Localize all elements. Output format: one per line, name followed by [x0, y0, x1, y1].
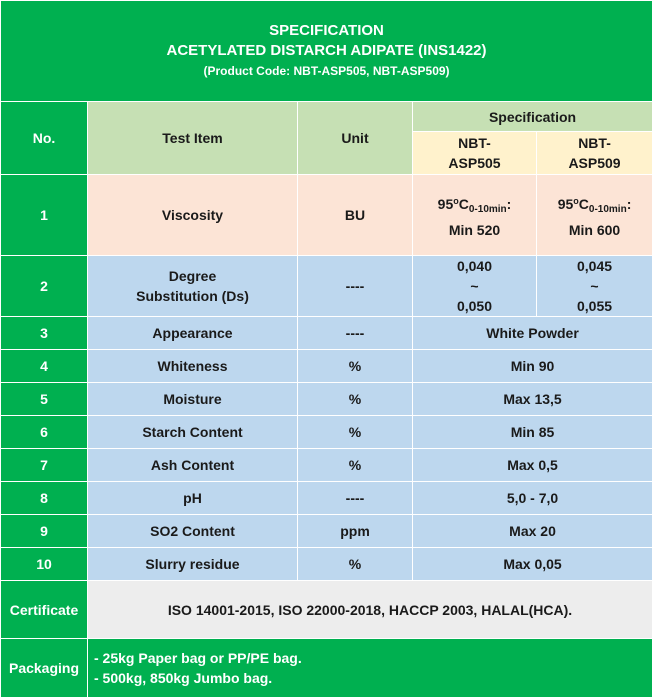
row-no: 7: [1, 449, 88, 482]
time-range: 0-10min: [589, 204, 627, 215]
row-test-item: Moisture: [88, 383, 298, 416]
certificate-label: Certificate: [1, 581, 88, 639]
table-row: [1, 482, 652, 515]
header-product-b: [537, 132, 652, 175]
row-no: 4: [1, 350, 88, 383]
ds-b-low: 0,045: [541, 256, 648, 276]
row-value: Max 0,5: [413, 449, 652, 482]
row-test-item: Appearance: [88, 317, 298, 350]
ds-a-low: 0,040: [417, 256, 532, 276]
certificate-value: ISO 14001-2015, ISO 22000-2018, HACCP 2003, HALAL(HCA).: [88, 581, 652, 639]
product-b-line2: ASP509: [541, 153, 648, 173]
row-unit: BU: [298, 175, 413, 256]
table-row: [1, 317, 652, 350]
ds-product-a: [413, 256, 537, 317]
table-row: [1, 175, 652, 256]
table-row: [1, 515, 652, 548]
row-no: 6: [1, 416, 88, 449]
row-no: 2: [1, 256, 88, 317]
row-no: 1: [1, 175, 88, 256]
row-unit: ----: [298, 482, 413, 515]
product-b-line1: NBT-: [541, 133, 648, 153]
packaging-label: Packaging: [1, 639, 88, 698]
table-row: [1, 383, 652, 416]
ds-product-b: [537, 256, 652, 317]
packaging-value: [88, 639, 652, 698]
ds-a-high: 0,050: [417, 296, 532, 316]
product-code: (Product Code: NBT-ASP505, NBT-ASP509): [5, 61, 648, 81]
header-test-item: Test Item: [88, 102, 298, 175]
celsius-mark: C: [459, 196, 469, 212]
time-range: 0-10min: [469, 204, 507, 215]
ds-b-high: 0,055: [541, 296, 648, 316]
table-row: [1, 256, 652, 317]
row-no: 8: [1, 482, 88, 515]
title-row: [1, 1, 652, 102]
row-unit: ppm: [298, 515, 413, 548]
viscosity-a-condition: [417, 191, 532, 220]
row-unit: %: [298, 449, 413, 482]
ds-item-line1: Degree: [92, 266, 293, 286]
table-row: [1, 350, 652, 383]
header-specification: Specification: [413, 102, 652, 132]
row-no: 9: [1, 515, 88, 548]
row-value: Max 0,05: [413, 548, 652, 581]
row-test-item: Slurry residue: [88, 548, 298, 581]
row-value: Min 90: [413, 350, 652, 383]
packaging-line-1: - 25kg Paper bag or PP/PE bag.: [94, 648, 648, 668]
viscosity-b-condition: [541, 191, 648, 220]
row-test-item: [88, 256, 298, 317]
row-unit: %: [298, 548, 413, 581]
row-value: Max 13,5: [413, 383, 652, 416]
temp-value: 95: [438, 196, 454, 212]
row-unit: ----: [298, 256, 413, 317]
row-no: 5: [1, 383, 88, 416]
row-value: White Powder: [413, 317, 652, 350]
header-row-1: [1, 102, 652, 132]
row-value: 5,0 - 7,0: [413, 482, 652, 515]
ds-b-sep: ~: [541, 276, 648, 296]
table-row: [1, 449, 652, 482]
packaging-line-2: - 500kg, 850kg Jumbo bag.: [94, 668, 648, 688]
row-test-item: Viscosity: [88, 175, 298, 256]
table-row: [1, 548, 652, 581]
row-test-item: Starch Content: [88, 416, 298, 449]
degree-mark: o: [573, 196, 579, 206]
ds-a-sep: ~: [417, 276, 532, 296]
viscosity-a-value: Min 520: [417, 220, 532, 240]
row-unit: %: [298, 383, 413, 416]
celsius-mark: C: [579, 196, 589, 212]
certificate-row: [1, 581, 652, 639]
row-no: 3: [1, 317, 88, 350]
packaging-row: [1, 639, 652, 698]
product-a-line1: NBT-: [417, 133, 532, 153]
colon: :: [507, 196, 512, 212]
viscosity-b-value: Min 600: [541, 220, 648, 240]
row-value: Max 20: [413, 515, 652, 548]
row-test-item: SO2 Content: [88, 515, 298, 548]
viscosity-product-b: [537, 175, 652, 256]
product-a-line2: ASP505: [417, 153, 532, 173]
row-unit: ----: [298, 317, 413, 350]
ds-item-line2: Substitution (Ds): [92, 286, 293, 306]
product-name: ACETYLATED DISTARCH ADIPATE (INS1422): [5, 41, 648, 61]
row-no: 10: [1, 548, 88, 581]
row-test-item: pH: [88, 482, 298, 515]
header-product-a: [413, 132, 537, 175]
row-test-item: Whiteness: [88, 350, 298, 383]
row-unit: %: [298, 416, 413, 449]
row-test-item: Ash Content: [88, 449, 298, 482]
row-unit: %: [298, 350, 413, 383]
title-cell: [1, 1, 652, 102]
table-row: [1, 416, 652, 449]
row-value: Min 85: [413, 416, 652, 449]
viscosity-product-a: [413, 175, 537, 256]
header-unit: Unit: [298, 102, 413, 175]
colon: :: [627, 196, 632, 212]
temp-value: 95: [558, 196, 574, 212]
header-no: No.: [1, 102, 88, 175]
degree-mark: o: [453, 196, 459, 206]
page-title: SPECIFICATION: [5, 21, 648, 41]
